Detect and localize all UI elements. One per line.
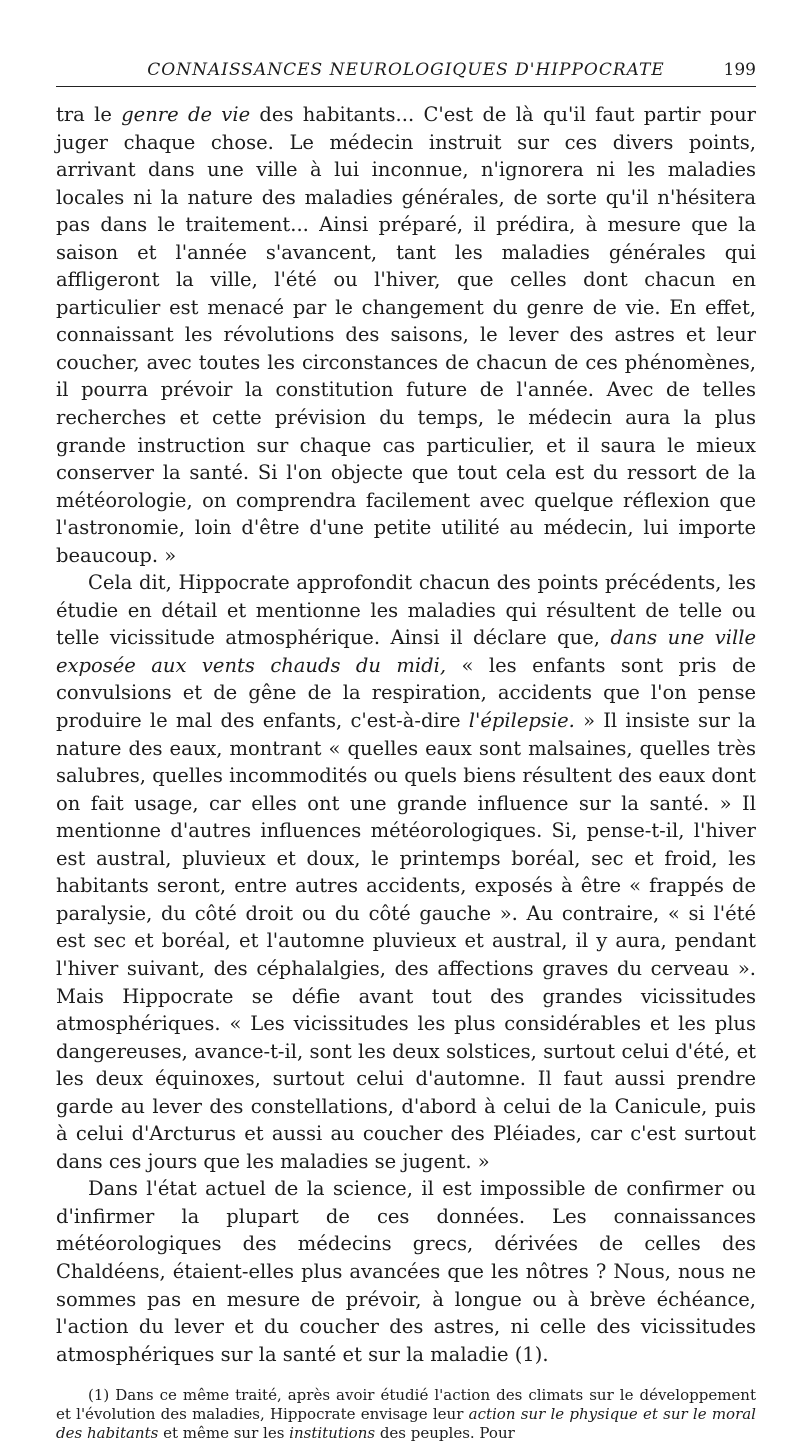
italic-text: genre de vie	[121, 103, 251, 126]
document-page	[56, 58, 756, 1443]
paragraph	[56, 101, 756, 569]
text-run: des habitants... C'est de là qu'il faut partir pour juger chaque chose. Le médecin instruit sur ces divers points, arrivant dans une ville à lui inconnue, n'ignorera ni les maladies locales ni la nature des maladies générales, de sorte qu'il n'hésitera pas dans le traitement... Ainsi préparé, il prédira, à mesure que la saison et l'année s'avancent, tant les maladies générales qui affligeront la ville, l'été ou l'hiver, que celles dont chacun en particulier est menacé par le changement du genre de vie. En effet, connaissant les révolutions des saisons, le lever des astres et leur coucher, avec toutes les circonstances de chacun de ces phénomènes, il pourra prévoir la constitution future de l'année. Avec de telles recherches et cette prévision du temps, le médecin aura la plus grande instruction sur chaque cas particulier, et il saura le mieux conserver la santé. Si l'on objecte que tout cela est du ressort de la météorologie, on comprendra facilement avec quelque réflexion que l'astronomie, loin d'être d'une petite utilité au médecin, lui importe beaucoup. »	[56, 103, 756, 567]
text-run: tra le	[56, 103, 122, 126]
page-number: 199	[723, 60, 756, 80]
text-run: Dans l'état actuel de la science, il est impossible de confirmer ou d'infirmer la plupart de ces données. Les connaissances météorologiques des médecins grecs, dérivées de celles des Chaldéens, étaient-elles plus avancées que les nôtres ? Nous, nous ne sommes pas en mesure de prévoir, à longue ou à brève échéance, l'action du lever et du coucher des astres, ni celle des vicissitudes atmosphériques sur la santé et sur la maladie (1).	[56, 1177, 756, 1366]
text-run: » Il insiste sur la nature des eaux, montrant « quelles eaux sont malsaines, quelles très salubres, quelles incommodités ou quels biens résultent des eaux dont on fait usage, car elles ont une grande influence sur la santé. » Il mentionne d'autres influences météorologiques. Si, pense-t-il, l'hiver est austral, pluvieux et doux, le printemps boréal, sec et froid, les habitants seront, entre autres accidents, exposés à être « frappés de paralysie, du côté droit ou du côté gauche ». Au contraire, « si l'été est sec et boréal, et l'automne pluvieux et austral, il y aura, pendant l'hiver suivant, des céphalalgies, des affections graves du cerveau ». Mais Hippocrate se défie avant tout des grandes vicissitudes atmosphériques. « Les vicissitudes les plus considérables et les plus dangereuses, avance-t-il, sont les deux solstices, surtout celui d'été, et les deux équinoxes, surtout celui d'automne. Il faut aussi prendre garde au lever des constellations, d'abord à celui de la Canicule, puis à celui d'Arcturus et aussi au coucher des Pléiades, car c'est surtout dans ces jours que les maladies se jugent. »	[56, 709, 756, 1173]
text-run: (1) Dans ce même traité, après avoir étudié l'action des climats sur le développement et l'évolution des maladies, Hippocrate envisage leur	[56, 1386, 756, 1424]
text-run: et même sur les	[158, 1424, 290, 1443]
body-text	[56, 101, 756, 1368]
italic-text: l'épilepsie.	[468, 709, 575, 733]
paragraph	[56, 1175, 756, 1368]
text-run: Cela dit, Hippocrate approfondit chacun des points précédents, les étudie en détail et mentionne les maladies qui résultent de telle ou telle vicissitude atmosphérique. Ainsi il déclare que,	[56, 571, 756, 650]
italic-text: institutions	[289, 1424, 376, 1443]
text-run: des peuples. Pour	[375, 1424, 515, 1443]
italic-text: action sur le physique et sur le moral des habitants	[56, 1405, 756, 1443]
footnote	[56, 1386, 756, 1443]
italic-text: dans une ville exposée aux vents chauds du midi,	[56, 626, 756, 677]
paragraph	[56, 569, 756, 1175]
running-title: CONNAISSANCES NEUROLOGIQUES D'HIPPOCRATE	[147, 60, 665, 80]
text-run: « les enfants sont pris de convulsions et de gêne de la respiration, accidents que l'on pense produire le mal des enfants, c'est-à-dire	[56, 653, 756, 733]
running-head	[56, 58, 756, 87]
